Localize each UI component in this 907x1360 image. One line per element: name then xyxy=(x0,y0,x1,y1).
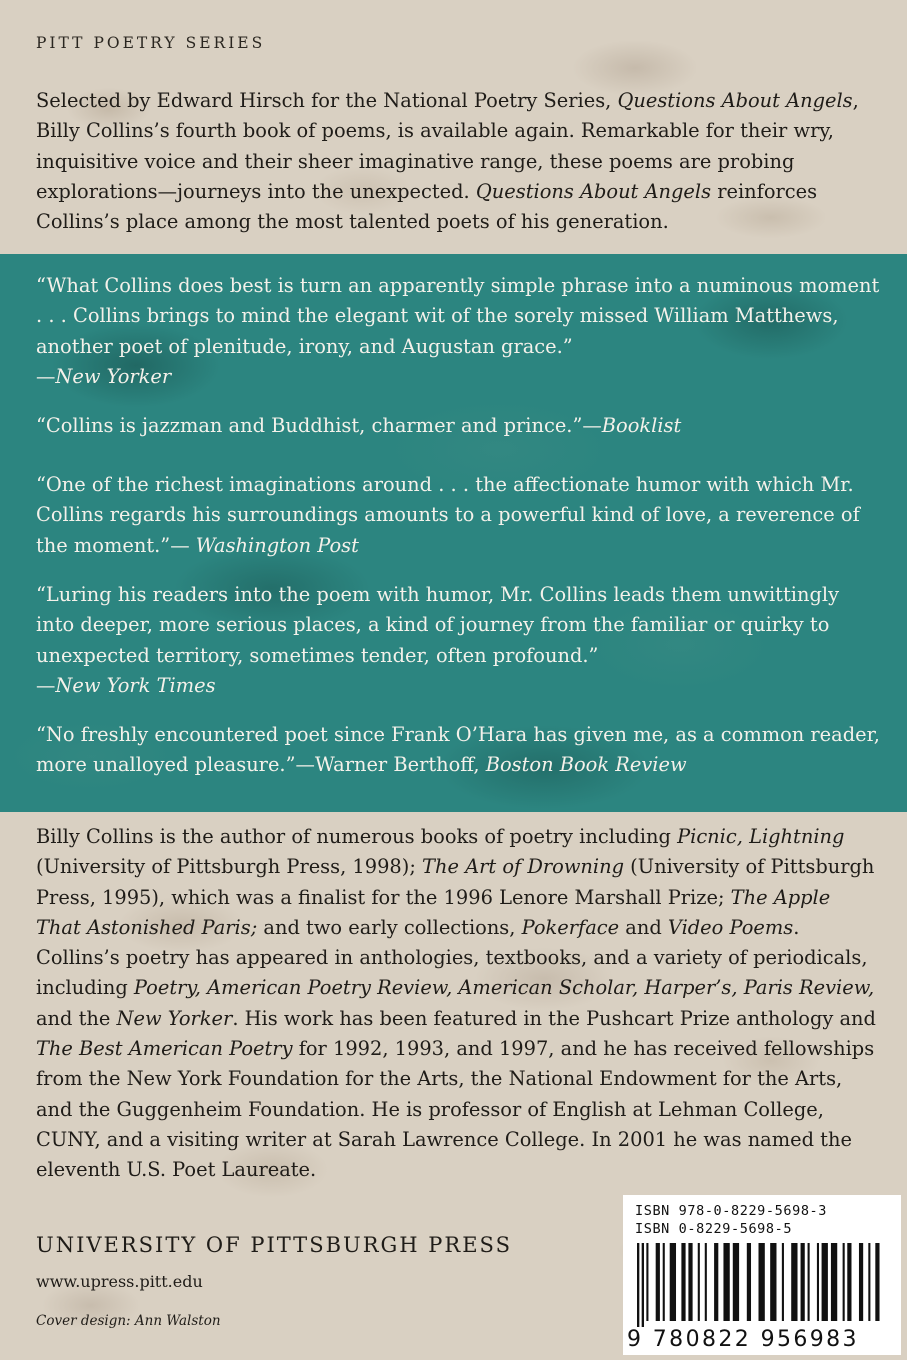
italic-title-run: Boston Book Review xyxy=(485,753,687,777)
barcode-bar xyxy=(808,1243,810,1321)
barcode-bar xyxy=(747,1243,751,1321)
barcode-bar xyxy=(817,1243,819,1321)
text-run: (University of Pittsburgh Press, 1995), which was a finalist for the 1996 Lenore Marshall Prize; xyxy=(36,855,875,909)
barcode-bar xyxy=(831,1243,837,1321)
barcode-bar xyxy=(875,1243,879,1321)
barcode-bar xyxy=(637,1243,639,1327)
isbn-barcode-block xyxy=(623,1195,901,1355)
review-quote xyxy=(36,720,881,781)
text-run: Selected by Edward Hirsch for the National Poetry Series, xyxy=(36,89,618,112)
barcode-bar xyxy=(868,1243,870,1321)
barcode-digits: 9 780822 956983 xyxy=(627,1327,859,1352)
text-run: “One of the richest imaginations around . . . the affectionate humor with which Mr. Collins regards his surroundings amounts to a powerful kind of love, a reverence of the moment.”— xyxy=(36,473,860,557)
text-run: “Luring his readers into the poem with humor, Mr. Collins leads them unwittingly into deeper, more serious places, a kind of journey from the familiar or quirky to unexpected territory, sometimes tender, often profound.” xyxy=(36,583,840,667)
barcode-bar xyxy=(705,1243,707,1321)
review-quote xyxy=(36,470,881,561)
barcode-bar xyxy=(670,1243,676,1321)
barcode-bar xyxy=(646,1243,648,1321)
review-quote xyxy=(36,411,881,441)
barcode-bar xyxy=(733,1243,739,1321)
text-run: “What Collins does best is turn an apparently simple phrase into a numinous moment . . . Collins brings to mind the elegant wit of the sorely missed William Matthews, another poet of plenitude, irony, and Augustan grace.” xyxy=(36,274,880,358)
publisher-name: UNIVERSITY OF PITTSBURGH PRESS xyxy=(36,1233,512,1257)
italic-title-run: Washington Post xyxy=(195,533,359,557)
barcode-bar xyxy=(822,1243,828,1321)
review-quote xyxy=(36,580,881,701)
series-label: PITT POETRY SERIES xyxy=(36,34,266,52)
barcode-bar xyxy=(759,1243,765,1321)
italic-title-run: Booklist xyxy=(601,414,682,437)
barcode-bar xyxy=(656,1243,660,1321)
italic-title-run: Questions About Angels xyxy=(617,89,853,112)
text-run: and the xyxy=(36,1006,117,1030)
text-run: (University of Pittsburgh Press, 1998); xyxy=(36,855,423,879)
barcode-bar xyxy=(782,1243,784,1321)
italic-title-run: Picnic, Lightning xyxy=(677,825,845,848)
author-bio xyxy=(36,822,881,1186)
italic-title-run: New Yorker xyxy=(116,1006,233,1030)
text-run: — xyxy=(36,364,56,388)
review-quote xyxy=(36,271,881,392)
italic-title-run: Questions About Angels xyxy=(475,179,712,203)
isbn-10: ISBN 0-8229-5698-5 xyxy=(635,1221,793,1237)
barcode-bar xyxy=(714,1243,718,1321)
barcode-bar xyxy=(698,1243,700,1321)
publisher-website: www.upress.pitt.edu xyxy=(36,1272,203,1291)
barcode-bar xyxy=(688,1243,692,1321)
isbn-13: ISBN 978-0-8229-5698-3 xyxy=(635,1203,828,1219)
barcode-bar xyxy=(801,1243,805,1321)
text-run: and two early collections, xyxy=(257,915,522,939)
italic-title-run: Poetry, American Poetry Review, American Scholar, Harper’s, Paris Review, xyxy=(133,976,875,1000)
text-run: , Billy Collins’s fourth book of poems, is available again. Remarkable for their wry, inquisitive voice and their sheer imaginative range, these poems are probing explorations—journeys into the unexpected. xyxy=(36,89,859,203)
text-run: Billy Collins is the author of numerous books of poetry including xyxy=(36,825,678,848)
italic-title-run: New York Times xyxy=(55,673,216,697)
text-run: “No freshly encountered poet since Frank O’Hara has given me, as a common reader, more unalloyed pleasure.”—Warner Berthoff, xyxy=(36,723,880,777)
text-run: “Collins is jazzman and Buddhist, charmer and prince.”— xyxy=(36,414,602,437)
barcode-icon xyxy=(637,1243,887,1327)
italic-title-run: Video Poems xyxy=(667,915,794,939)
book-description xyxy=(36,86,881,237)
text-run: reinforces Collins’s place among the most talented poets of his generation. xyxy=(36,179,818,234)
barcode-bar xyxy=(847,1243,851,1321)
barcode-bar xyxy=(681,1243,685,1321)
barcode-bar xyxy=(663,1243,665,1321)
barcode-bar xyxy=(770,1243,776,1321)
barcode-bar xyxy=(723,1243,729,1321)
italic-title-run: The Best American Poetry xyxy=(36,1037,293,1061)
barcode-bar xyxy=(843,1243,845,1321)
italic-title-run: The Art of Drowning xyxy=(422,855,625,879)
text-run: for 1992, 1993, and 1997, and he has received fellowships from the New York Foundation for the Arts, the National Endowment for the Arts, and the Guggenheim Foundation. He is professor of English at Lehman College, CUNY, and a visiting writer at Sarah Lawrence College. In 2001 he was named the eleventh U.S. Poet Laureate. xyxy=(36,1037,875,1182)
italic-title-run: The Apple That Astonished Paris; xyxy=(36,885,831,939)
text-run: and xyxy=(619,915,668,939)
barcode-bar xyxy=(859,1243,863,1321)
italic-title-run: New Yorker xyxy=(55,364,172,388)
cover-design-credit: Cover design: Ann Walston xyxy=(36,1313,221,1329)
italic-title-run: Pokerface xyxy=(521,915,620,939)
barcode-bar xyxy=(642,1243,644,1327)
text-run: — xyxy=(36,673,56,697)
barcode-bar xyxy=(791,1243,797,1321)
text-run: . Collins’s poetry has appeared in anthologies, textbooks, and a variety of periodicals, including xyxy=(36,915,868,1000)
text-run: . His work has been featured in the Pushcart Prize anthology and xyxy=(232,1006,876,1030)
